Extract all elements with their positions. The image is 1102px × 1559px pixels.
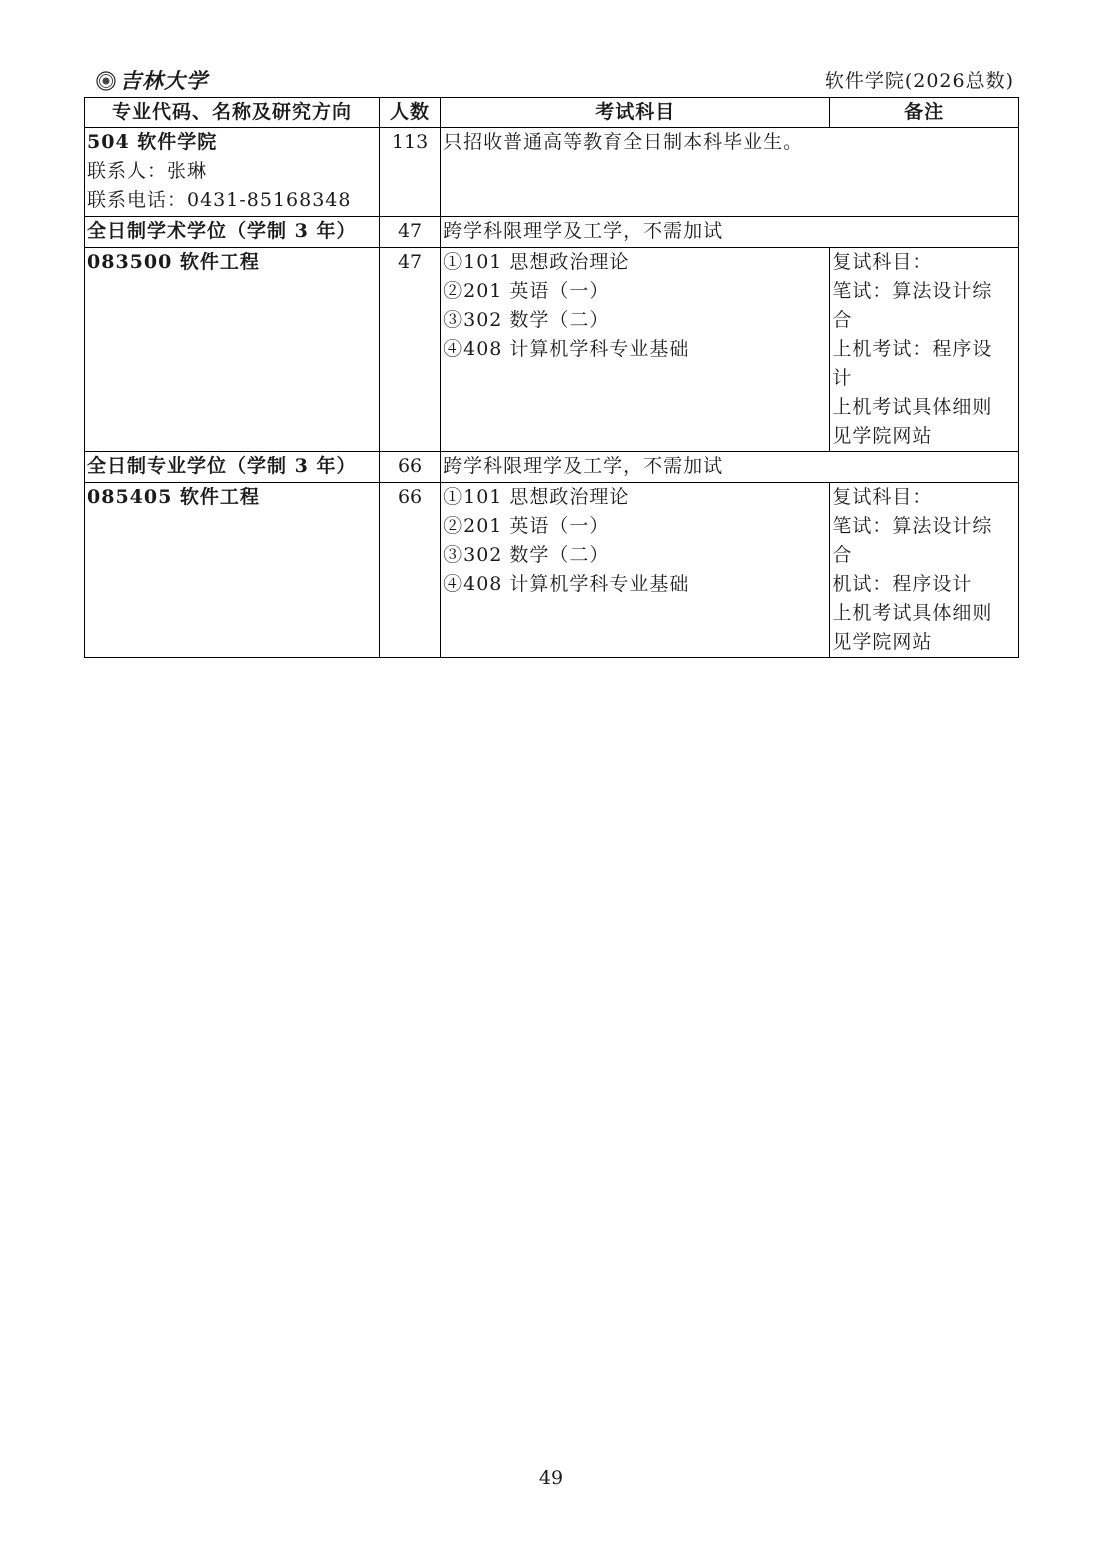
header-exam: 考试科目 — [441, 98, 830, 128]
exam-item: ③302 数学（二） — [443, 309, 610, 331]
admission-plan-table — [84, 97, 1019, 658]
academic-count: 47 — [379, 217, 440, 248]
school-cell — [85, 128, 380, 217]
note-line: 见学院网站 — [832, 425, 933, 447]
header-major: 专业代码、名称及研究方向 — [85, 98, 380, 128]
school-phone: 联系电话：0431-85168348 — [87, 189, 352, 211]
header-section-title: 软件学院(2026总数) — [824, 70, 1014, 92]
note-line: 笔试：算法设计综 — [832, 280, 993, 302]
exam-item: ③302 数学（二） — [443, 544, 610, 566]
note-line: 见学院网站 — [832, 631, 933, 653]
note-line: 复试科目： — [832, 251, 933, 273]
professional-major — [85, 483, 380, 658]
academic-category-row — [85, 217, 1019, 248]
academic-major — [85, 248, 380, 452]
school-count: 113 — [379, 128, 440, 217]
note-line: 合 — [832, 309, 853, 331]
exam-item: ④408 计算机学科专业基础 — [443, 573, 690, 595]
header-note: 备注 — [830, 98, 1019, 128]
academic-exams — [441, 248, 830, 452]
professional-major-row — [85, 483, 1019, 658]
professional-exams — [441, 483, 830, 658]
school-row — [85, 128, 1019, 217]
school-name: 504 软件学院 — [87, 131, 218, 153]
academic-category-text: 全日制学术学位（学制 3 年） — [87, 220, 357, 242]
note-line: 上机考试：程序设 — [832, 338, 993, 360]
academic-category — [85, 217, 380, 248]
school-contact: 联系人：张琳 — [87, 160, 208, 182]
page-header — [84, 66, 1018, 96]
note-line: 合 — [832, 544, 853, 566]
logo-text: 吉林大学 — [120, 68, 208, 93]
professional-count: 66 — [379, 452, 440, 483]
university-seal-icon — [96, 71, 116, 91]
university-logo — [96, 70, 208, 92]
professional-remark — [441, 452, 1019, 483]
note-line: 复试科目： — [832, 486, 933, 508]
professional-category-row — [85, 452, 1019, 483]
table-header-row — [85, 98, 1019, 128]
professional-major-count: 66 — [379, 483, 440, 658]
exam-item: ④408 计算机学科专业基础 — [443, 338, 690, 360]
professional-remark-text: 跨学科限理学及工学，不需加试 — [443, 455, 724, 477]
exam-item: ①101 思想政治理论 — [443, 486, 630, 508]
exam-item: ①101 思想政治理论 — [443, 251, 630, 273]
professional-major-text: 085405 软件工程 — [87, 486, 260, 508]
note-line: 上机考试具体细则 — [832, 396, 993, 418]
note-line: 机试：程序设计 — [832, 573, 973, 595]
academic-major-count: 47 — [379, 248, 440, 452]
page-number: 49 — [538, 1467, 564, 1489]
professional-category-text: 全日制专业学位（学制 3 年） — [87, 455, 357, 477]
note-line: 笔试：算法设计综 — [832, 515, 993, 537]
academic-major-text: 083500 软件工程 — [87, 251, 260, 273]
exam-item: ②201 英语（一） — [443, 280, 610, 302]
professional-notes — [830, 483, 1019, 658]
academic-major-row — [85, 248, 1019, 452]
header-count: 人数 — [379, 98, 440, 128]
professional-category — [85, 452, 380, 483]
note-line: 计 — [832, 367, 853, 389]
school-remark-text: 只招收普通高等教育全日制本科毕业生。 — [443, 131, 804, 153]
academic-remark-text: 跨学科限理学及工学，不需加试 — [443, 220, 724, 242]
note-line: 上机考试具体细则 — [832, 602, 993, 624]
academic-notes — [830, 248, 1019, 452]
academic-remark — [441, 217, 1019, 248]
school-remark — [441, 128, 1019, 217]
exam-item: ②201 英语（一） — [443, 515, 610, 537]
